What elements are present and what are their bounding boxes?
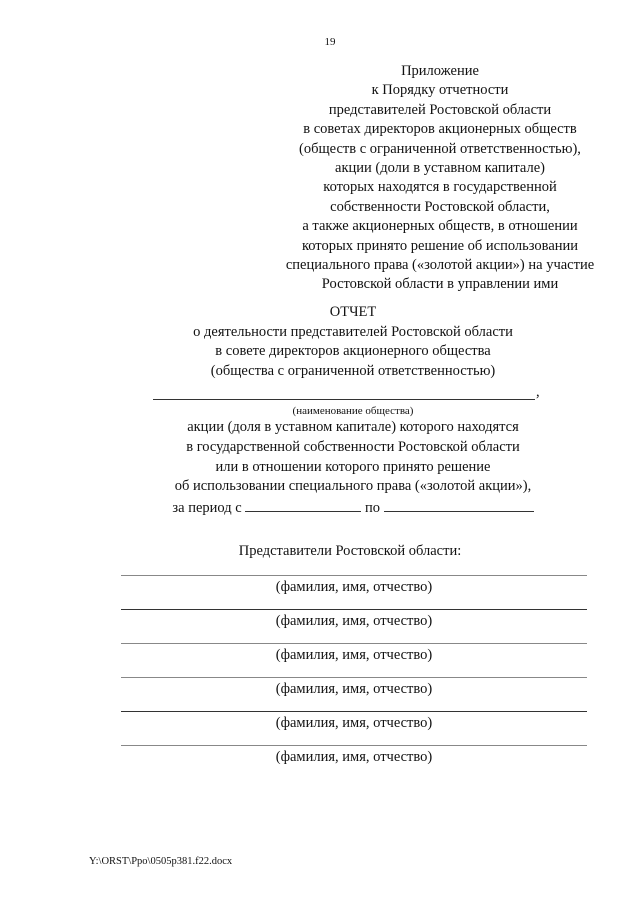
appendix-line: (обществ с ограниченной ответственностью), <box>299 140 581 157</box>
appendix-line: а также акционерных обществ, в отношении <box>302 218 578 235</box>
appendix-line: которых находятся в государственной <box>323 179 557 196</box>
representatives-title: Представители Ростовской области: <box>238 543 462 559</box>
appendix-line: специального права («золотой акции») на участие <box>285 257 595 274</box>
appendix-line: собственности Ростовской области, <box>330 198 550 215</box>
representative-caption: (фамилия, имя, отчество) <box>275 579 433 595</box>
appendix-line: представителей Ростовской области <box>328 101 552 118</box>
representative-caption: (фамилия, имя, отчество) <box>275 749 433 765</box>
page-number: 19 <box>324 36 336 48</box>
appendix-line: Приложение <box>401 63 479 79</box>
representative-caption: (фамилия, имя, отчество) <box>275 647 433 663</box>
footer-file-path: Y:\ORST\Ppo\0505p381.f22.docx <box>89 856 233 867</box>
company-name-caption: (наименование общества) <box>292 405 414 418</box>
report-block <box>148 303 558 518</box>
appendix-line: в советах директоров акционерных обществ <box>303 121 577 138</box>
company-name-underline <box>153 399 535 400</box>
report-body-line: акции (доля в уставном капитале) которого находятся <box>187 419 519 436</box>
report-subtitle-line: (общества с ограниченной ответственностью) <box>210 362 496 379</box>
representative-caption: (фамилия, имя, отчество) <box>275 613 433 629</box>
report-body-line: в государственной собственности Ростовской области <box>186 438 520 455</box>
period-from-field[interactable] <box>245 497 361 512</box>
period-mid: по <box>364 499 380 516</box>
report-body-line: или в отношении которого принято решение <box>215 458 491 475</box>
representatives-list <box>121 575 587 779</box>
period-prefix: за период с <box>172 499 242 516</box>
representative-caption: (фамилия, имя, отчество) <box>275 681 433 697</box>
report-subtitle-line: в совете директоров акционерного общества <box>215 343 491 360</box>
representative-caption: (фамилия, имя, отчество) <box>275 715 433 731</box>
report-subtitle-line: о деятельности представителей Ростовской области <box>193 323 513 340</box>
period-to-field[interactable] <box>384 497 534 512</box>
report-title: ОТЧЕТ <box>329 304 377 320</box>
company-name-field[interactable] <box>148 383 558 403</box>
company-name-comma: , <box>536 384 540 401</box>
appendix-line: которых принято решение об использовании <box>301 237 579 254</box>
appendix-header <box>270 62 610 295</box>
appendix-line: к Порядку отчетности <box>371 82 509 99</box>
period-row <box>148 497 558 519</box>
appendix-line: акции (доли в уставном капитале) <box>335 160 545 177</box>
appendix-line: Ростовской области в управлении ими <box>321 276 559 293</box>
report-body-line: об использовании специального права («золотой акции»), <box>174 478 532 495</box>
